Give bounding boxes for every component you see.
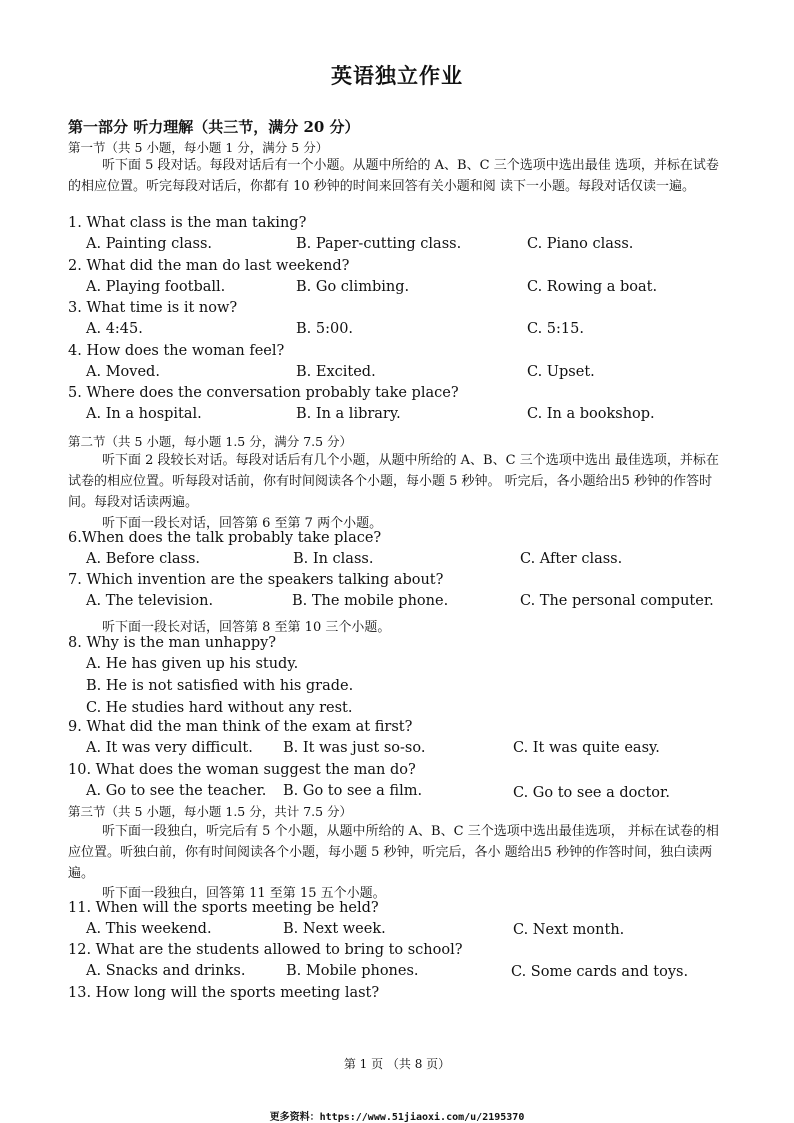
dialog2-note: 听下面一段长对话，回答第 8 至第 10 三个小题。 — [102, 620, 391, 635]
q6-option-b: B. In class. — [293, 551, 374, 567]
q12-option-c: C. Some cards and toys. — [511, 964, 689, 980]
q7-option-c: C. The personal computer. — [520, 593, 714, 609]
question-11: 11. When will the sports meeting be held? — [68, 900, 379, 916]
question-8: 8. Why is the man unhappy? — [68, 635, 277, 651]
page-title: 英语独立作业 — [331, 63, 463, 88]
q12-option-b: B. Mobile phones. — [286, 963, 419, 979]
q8-option-b: B. He is not satisfied with his grade. — [86, 678, 354, 694]
q1-option-a: A. Painting class. — [86, 236, 213, 252]
section3-instructions: 听下面一段独白，听完后有 5 个小题，从题中所给的 A、B、C 三个选项中选出最佳选项， 并标在试卷的相应位置。听独白前，你有时间阅读各个小题，每小题 5 秒钟，听完后，各小 题给出5 秒钟的作答时间，独白读两遍。 — [68, 824, 719, 881]
q10-option-b: B. Go to see a film. — [283, 783, 423, 799]
q4-option-b: B. Excited. — [296, 364, 376, 380]
q2-option-c: C. Rowing a boat. — [527, 279, 658, 295]
question-4: 4. How does the woman feel? — [68, 343, 285, 359]
question-13: 13. How long will the sports meeting last? — [68, 985, 380, 1001]
section2-header: 第二节（共 5 小题，每小题 1.5 分，满分 7.5 分） — [68, 434, 353, 449]
question-10: 10. What does the woman suggest the man do? — [68, 762, 416, 778]
question-2: 2. What did the man do last weekend? — [68, 258, 350, 274]
q1-option-c: C. Piano class. — [527, 236, 634, 252]
question-12: 12. What are the students allowed to bring to school? — [68, 942, 463, 958]
q5-option-b: B. In a library. — [296, 406, 401, 422]
page-number: 第 1 页 （共 8 页） — [343, 1057, 451, 1071]
q9-option-c: C. It was quite easy. — [513, 740, 660, 756]
q12-option-a: A. Snacks and drinks. — [86, 963, 246, 979]
question-6: 6.When does the talk probably take place? — [68, 530, 382, 546]
question-1: 1. What class is the man taking? — [68, 215, 307, 231]
q5-option-c: C. In a bookshop. — [527, 406, 655, 422]
q10-option-a: A. Go to see the teacher. — [86, 783, 267, 799]
q11-option-b: B. Next week. — [283, 921, 386, 937]
section1-instructions: 听下面 5 段对话。每段对话后有一个小题。从题中所给的 A、B、C 三个选项中选出最佳 选项，并标在试卷的相应位置。听完每段对话后，你都有 10 秒钟的时间来回答有关小题和阅 读下一小题。每段对话仅读一遍。 — [68, 158, 719, 194]
question-7: 7. Which invention are the speakers talking about? — [68, 572, 444, 588]
q7-option-b: B. The mobile phone. — [292, 593, 449, 609]
section1-header: 第一节（共 5 小题，每小题 1 分，满分 5 分） — [68, 140, 329, 155]
q3-option-c: C. 5:15. — [527, 321, 584, 337]
dialog1-note: 听下面一段长对话，回答第 6 至第 7 两个小题。 — [102, 516, 383, 531]
q11-option-a: A. This weekend. — [86, 921, 212, 937]
q8-option-a: A. He has given up his study. — [86, 656, 299, 672]
q1-option-b: B. Paper-cutting class. — [296, 236, 462, 252]
question-3: 3. What time is it now? — [68, 300, 238, 316]
q3-option-b: B. 5:00. — [296, 321, 354, 337]
q10-option-c: C. Go to see a doctor. — [513, 785, 670, 801]
q9-option-b: B. It was just so-so. — [283, 740, 426, 756]
section3-header: 第三节（共 5 小题，每小题 1.5 分，共计 7.5 分） — [68, 804, 353, 819]
q7-option-a: A. The television. — [86, 593, 214, 609]
q11-option-c: C. Next month. — [513, 922, 625, 938]
section2-instructions: 听下面 2 段较长对话。每段对话后有几个小题，从题中所给的 A、B、C 三个选项中选出 最佳选项，并标在试卷的相应位置。听每段对话前，你有时间阅读各个小题，每小题 5 秒钟。 听完后，各小题给出5 秒钟的作答时间。每段对话读两遍。 — [68, 453, 719, 510]
q5-option-a: A. In a hospital. — [86, 406, 202, 422]
q8-option-c: C. He studies hard without any rest. — [86, 700, 353, 716]
q4-option-c: C. Upset. — [527, 364, 595, 380]
part1-heading: 第一部分 听力理解（共三节，满分 20 分） — [68, 118, 360, 136]
monologue-note: 听下面一段独白，回答第 11 至第 15 五个小题。 — [102, 886, 386, 901]
more-resources-link[interactable]: 更多资料：https://www.51jiaoxi.com/u/2195370 — [269, 1112, 525, 1123]
q2-option-a: A. Playing football. — [86, 279, 226, 295]
q6-option-c: C. After class. — [520, 551, 623, 567]
q6-option-a: A. Before class. — [86, 551, 201, 567]
question-5: 5. Where does the conversation probably take place? — [68, 385, 459, 401]
q3-option-a: A. 4:45. — [86, 321, 143, 337]
q9-option-a: A. It was very difficult. — [86, 740, 253, 756]
q2-option-b: B. Go climbing. — [296, 279, 410, 295]
question-9: 9. What did the man think of the exam at first? — [68, 719, 413, 735]
q4-option-a: A. Moved. — [86, 364, 160, 380]
